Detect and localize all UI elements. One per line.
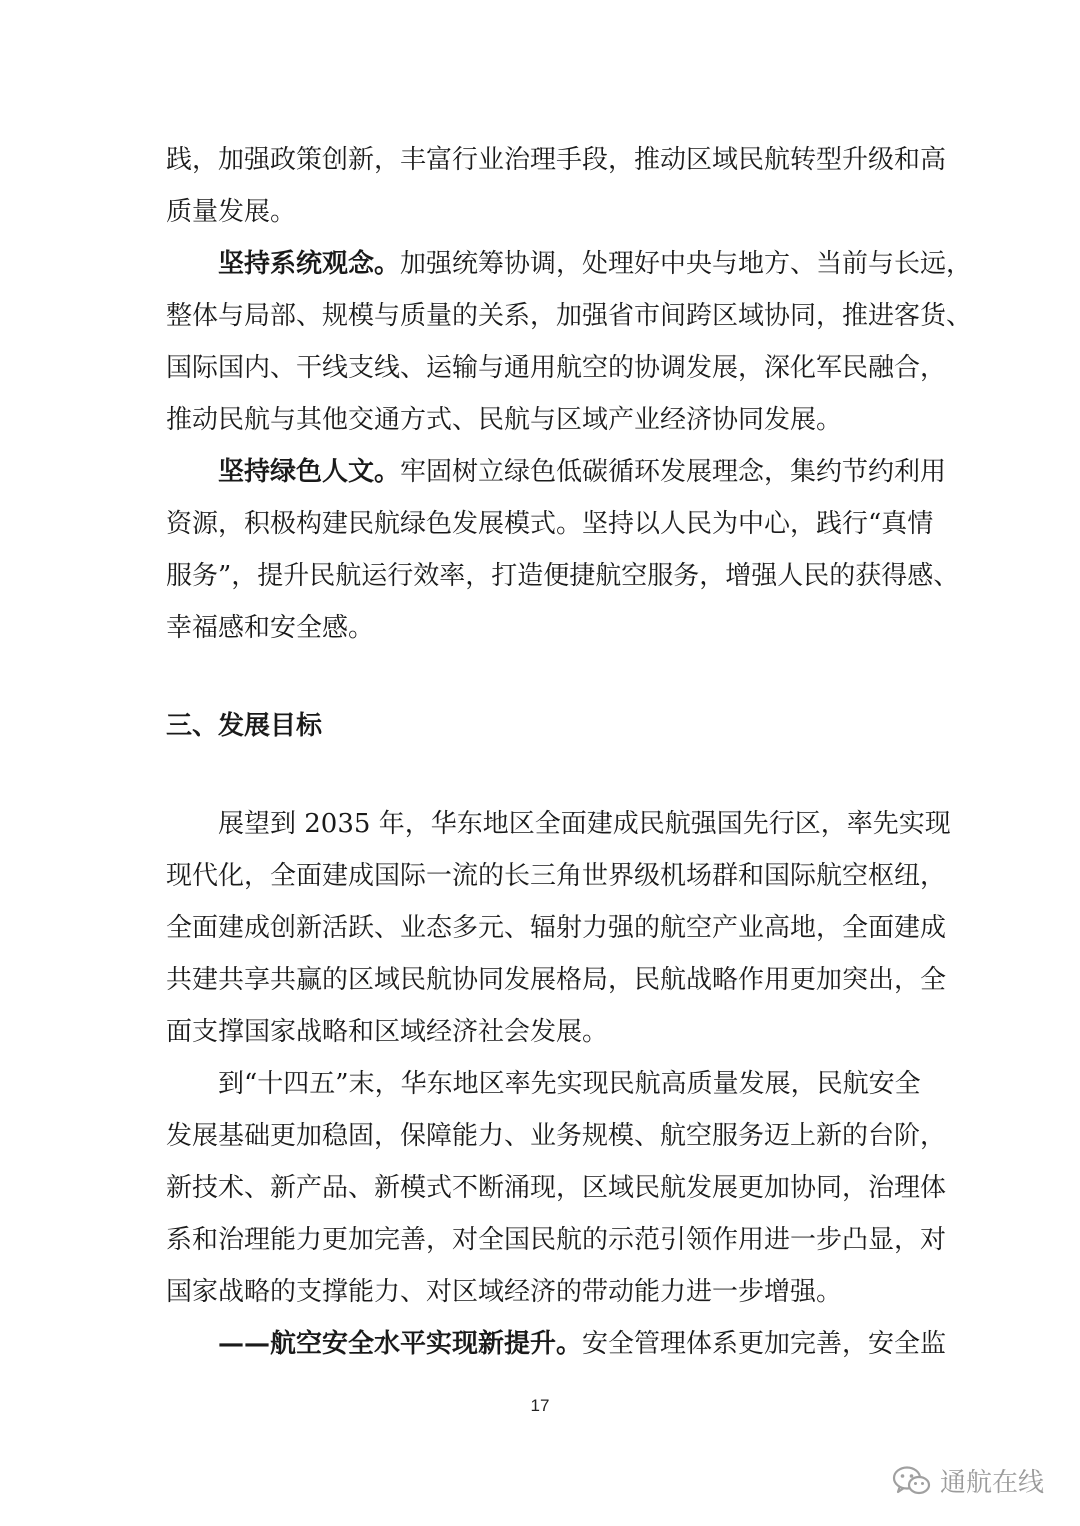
- text-line: [166, 1006, 916, 1058]
- paragraph: [166, 798, 951, 1058]
- text-line: [166, 1266, 916, 1318]
- text-line: [166, 1110, 947, 1162]
- section-heading: 三、发展目标: [166, 711, 323, 741]
- line-text: 新技术、新产品、新模式不断涌现，区域民航发展更加协同，治理体: [166, 1173, 947, 1203]
- text-line: [166, 550, 960, 602]
- line-text: 幸福感和安全感。: [166, 613, 375, 643]
- line-text: 发展基础更加稳固，保障能力、业务规模、航空服务迈上新的台阶，: [166, 1121, 947, 1151]
- paragraph-lead: ——航空安全水平实现新提升。: [218, 1329, 583, 1359]
- line-text: 推动民航与其他交通方式、民航与区域产业经济协同发展。: [166, 405, 843, 435]
- line-text: 牢固树立绿色低碳循环发展理念，集约节约利用: [400, 457, 947, 487]
- line-text: 安全管理体系更加完善，安全监: [582, 1329, 947, 1359]
- line-text: 资源，积极构建民航绿色发展模式。坚持以人民为中心，践行“真情: [166, 509, 934, 539]
- text-line: [166, 602, 916, 654]
- text-line: [166, 1058, 921, 1110]
- text-line: [166, 394, 916, 446]
- text-line: [166, 342, 947, 394]
- watermark: [892, 1462, 1044, 1499]
- line-text: 质量发展。: [166, 197, 297, 227]
- paragraph-lead: 坚持绿色人文。: [218, 457, 401, 487]
- text-line: [166, 290, 973, 342]
- paragraph: [166, 134, 947, 238]
- wechat-icon: [892, 1465, 932, 1497]
- line-text: 系和治理能力更加完善，对全国民航的示范引领作用进一步凸显，对: [166, 1225, 947, 1255]
- text-line: [166, 1214, 947, 1266]
- watermark-text: 通航在线: [939, 1468, 1044, 1498]
- text-line: [166, 1318, 947, 1370]
- line-text: 共建共享共赢的区域民航协同发展格局，民航战略作用更加突出，全: [166, 965, 947, 995]
- line-text: 服务”，提升民航运行效率，打造便捷航空服务，增强人民的获得感、: [166, 561, 960, 591]
- document-body: [166, 134, 973, 1370]
- text-line: [166, 1162, 947, 1214]
- page-number: 17: [530, 1396, 550, 1415]
- line-text: 国际国内、干线支线、运输与通用航空的协调发展，深化军民融合，: [166, 353, 947, 383]
- line-text: 到“十四五”末，华东地区率先实现民航高质量发展，民航安全: [218, 1069, 921, 1099]
- text-line: [166, 954, 947, 1006]
- text-line: [166, 134, 947, 186]
- line-text: 整体与局部、规模与质量的关系，加强省市间跨区域协同，推进客货、: [166, 301, 973, 331]
- line-text: 现代化，全面建成国际一流的长三角世界级机场群和国际航空枢纽，: [166, 861, 947, 891]
- text-line: [166, 238, 973, 290]
- line-text: 加强统筹协调，处理好中央与地方、当前与长远，: [400, 249, 973, 279]
- paragraph-lead: 坚持系统观念。: [218, 249, 401, 279]
- line-text: 全面建成创新活跃、业态多元、辐射力强的航空产业高地，全面建成: [166, 913, 947, 943]
- text-line: [166, 798, 951, 850]
- paragraph: [166, 1058, 947, 1318]
- line-text: 展望到 2035 年，华东地区全面建成民航强国先行区，率先实现: [218, 809, 951, 839]
- paragraph: [166, 238, 973, 446]
- line-text: 国家战略的支撑能力、对区域经济的带动能力进一步增强。: [166, 1277, 843, 1307]
- text-line: [166, 446, 947, 498]
- line-text: 面支撑国家战略和区域经济社会发展。: [166, 1017, 609, 1047]
- text-line: [166, 902, 947, 954]
- paragraph: [166, 1318, 947, 1370]
- text-line: [166, 186, 916, 238]
- text-line: [166, 850, 947, 902]
- text-line: [166, 498, 934, 550]
- line-text: 践，加强政策创新，丰富行业治理手段，推动区域民航转型升级和高: [166, 145, 947, 175]
- paragraph: [166, 446, 960, 654]
